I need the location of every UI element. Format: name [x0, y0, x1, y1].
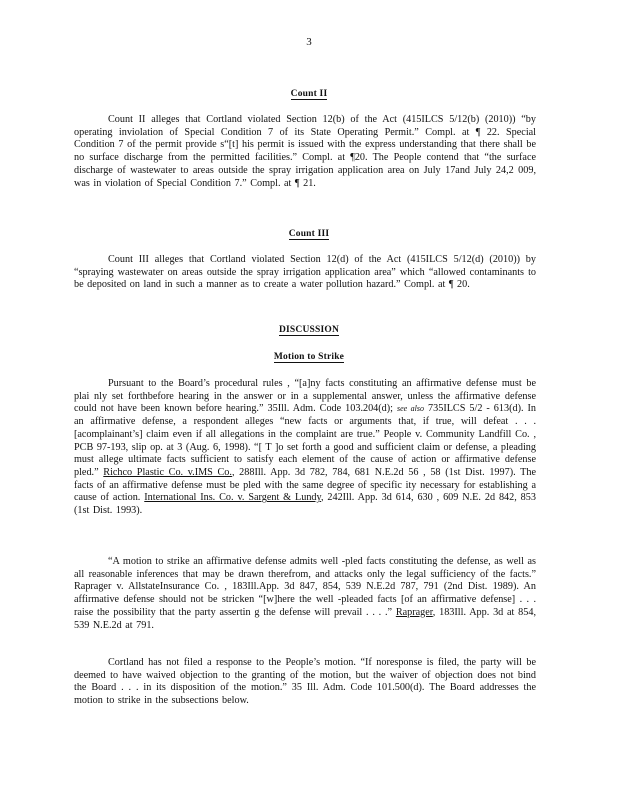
count-iii-heading: Count III	[288, 229, 330, 239]
page-number: 3	[306, 36, 312, 48]
see-also-signal: see also	[397, 404, 425, 414]
discussion-heading: DISCUSSION	[278, 325, 340, 335]
motion-strike-paragraph-3: Cortland has not filed a response to the People’s motion. “If noresponse is filed, the party will be deemed to have waived objection to the granting of the motion, but the waiver of objection does not bind the Board . . . in its disposition of the motion.” 35 Ill. Adm. Code 101.500(d). The Board addresses the motion to strike in the subsections below.	[74, 657, 536, 707]
count-iii-paragraph	[74, 254, 536, 292]
count-iii-text: Count III alleges that Cortland violated Section 12(d) of the Act (415ILCS 5/12(d) (2010)) by “spraying wastewater on areas outside the spray irrigation application area” which “allowed contaminants to be deposited on land in such a manner as to create a water pollution hazard.” Compl. at ¶ 20.	[74, 254, 536, 291]
count-ii-heading: Count II	[290, 89, 328, 99]
case-citation-raprager: Raprager	[395, 606, 433, 618]
case-citation-international: International Ins. Co. v. Sargent & Lundy	[144, 492, 321, 504]
motion-strike-paragraph-1: Pursuant to the Board’s procedural rules , “[a]ny facts constituting an affirmative defense must be plai nly set forthbefore hearing in the answer or in a supplemental answer, unless the affirmative defense could not have been known before hearing.” 35Ill. Adm. Code 103.204(d); see also 735ILCS 5/2 - 613(d). In an affirmative defense, a respondent alleges “new facts or arguments that, if true, will defeat . . . [acomplainant’s] claim even if all allegations in the complaint are true.” People v. Community Landfill Co. , PCB 97-193, slip op. at 3 (Aug. 6, 1998). “[ T ]o set forth a good and sufficient claim or defense, a pleading must allege ultimate facts sufficient to satisfy each element of the cause of action or affirmative defense pled.” Richco Plastic Co. v.IMS Co., 288Ill. App. 3d 782, 784, 681 N.E.2d 56 , 58 (1st Dist. 1997). The facts of an affirmative defense must be pled with the same degree of specific ity necessary for establishing a cause of action. International Ins. Co. v. Sargent & Lundy, 242Ill. App. 3d 614, 630 , 609 N.E. 2d 842, 853 (1st Dist. 1993).	[74, 378, 537, 517]
motion-strike-paragraph-2: “A motion to strike an affirmative defense admits well -pled facts constituting the defense, as well as all reasonable inferences that may be drawn therefrom, and attacks only the legal sufficiency of the facts.” Raprager v. AllstateInsurance Co. , 183Ill.App. 3d 847, 854, 539 N.E.2d 787, 791 (2nd Dist. 1989). An affirmative defense should not be stricken “[w]here the well -pleaded facts [of an affirmative defense] . . . raise the possibility that the party assertin g the defense will prevail . . . .” Raprager, 183Ill. App. 3d at 854, 539 N.E.2d at 791.	[74, 556, 536, 631]
count-ii-paragraph	[74, 114, 536, 190]
motion-to-strike-heading: Motion to Strike	[273, 352, 345, 362]
count-ii-text: Count II alleges that Cortland violated Section 12(b) of the Act (415ILCS 5/12(b) (2010)) “by operating inviolation of Special Condition 7 of its State Operating Permit.” Compl. at ¶ 22. Special Condition 7 of the permit provide s“[t] his permit is issued with the express understanding that there shall be no surface discharge from the permitted facilities.” Compl. at ¶20. The People contend that “the surface discharge of wastewater to areas outside the spray irrigation application area on July 17and July 24,2 009, was in violation of Special Condition 7.” Compl. at ¶ 21.	[74, 114, 536, 189]
case-citation-richco: Richco Plastic Co. v.IMS Co.	[103, 466, 232, 478]
